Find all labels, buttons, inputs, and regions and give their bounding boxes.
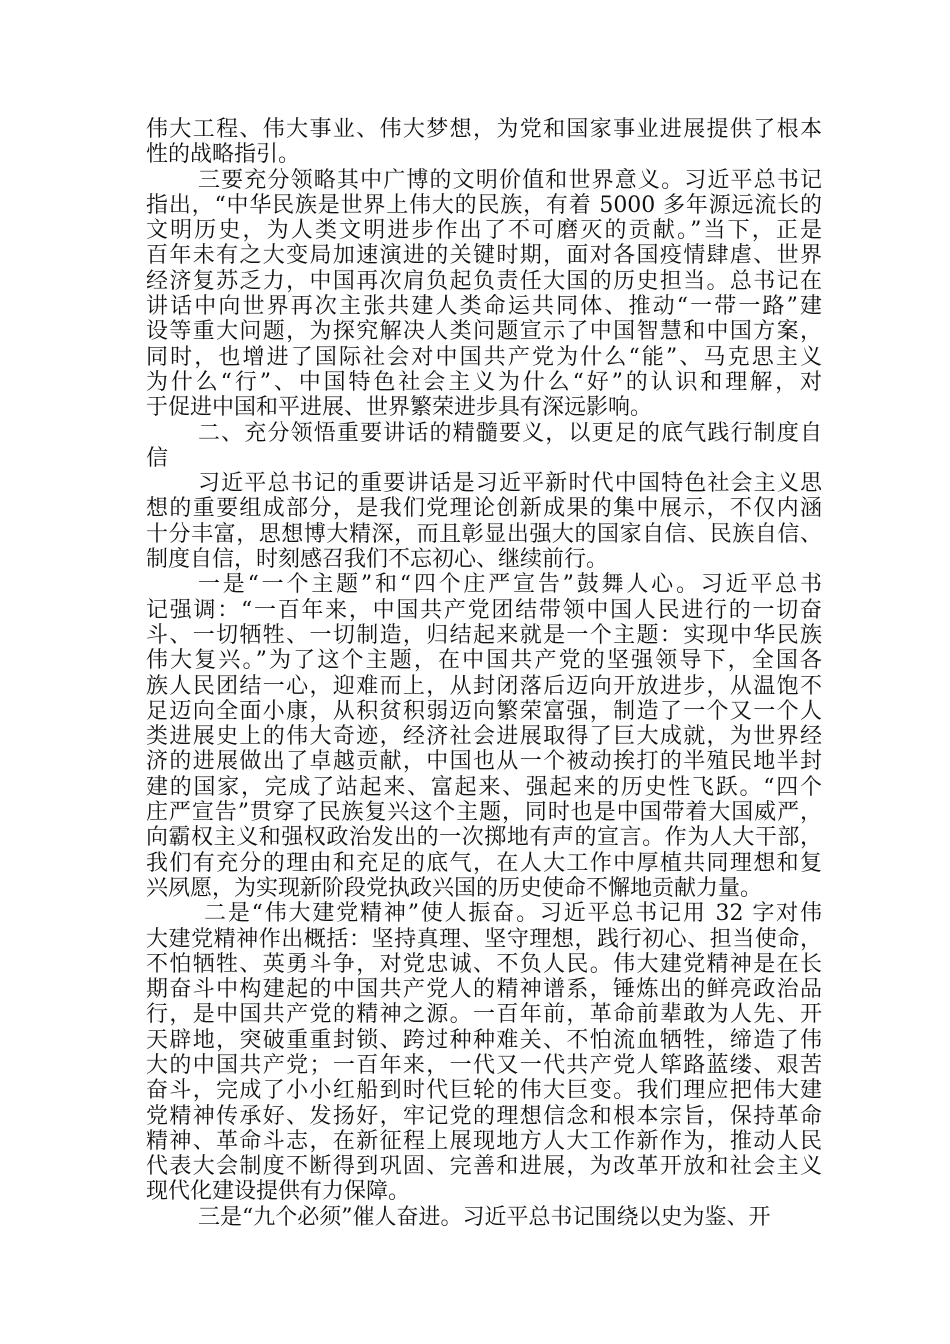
- text-line: 于促进中国和平进展、世界繁荣进步具有深远影响。: [146, 395, 653, 421]
- text-line: 奋斗，完成了小小红船到时代巨轮的伟大巨变。我们理应把伟大建: [146, 1078, 822, 1104]
- document-body: [146, 117, 822, 1230]
- text-line: 一是“一个主题”和“四个庄严宣告”鼓舞人心。习近平总书: [198, 572, 822, 598]
- text-line: 族人民团结一心，迎难而上，从封闭落后迈向开放进步，从温饱不: [146, 673, 822, 699]
- paragraph: [146, 901, 822, 1205]
- text-line: 百年未有之大变局加速演进的关键时期，面对各国疫情肆虐、世界: [146, 243, 822, 269]
- text-line: 行，是中国共产党的精神之源。一百年前，革命前辈敢为人先、开: [146, 1002, 822, 1028]
- paragraph: [146, 572, 822, 901]
- text-line: 庄严宣告”贯穿了民族复兴这个主题，同时也是中国带着大国威严，: [146, 800, 822, 826]
- paragraph: [146, 421, 822, 472]
- text-line: 伟大工程、伟大事业、伟大梦想，为党和国家事业进展提供了根本: [146, 117, 822, 142]
- text-line: 经济复苏乏力，中国再次肩负起负责任大国的历史担当。总书记在: [146, 268, 822, 294]
- text-line: 代表大会制度不断得到巩固、完善和进展，为改革开放和社会主义: [146, 1154, 822, 1180]
- text-line: 同时，也增进了国际社会对中国共产党为什么“能”、马克思主义: [146, 344, 822, 370]
- text-line: 三是“九个必须”催人奋进。习近平总书记围绕以史为鉴、开: [198, 1204, 771, 1230]
- text-line: 制度自信，时刻感召我们不忘初心、继续前行。: [146, 547, 609, 573]
- text-line: 习近平总书记的重要讲话是习近平新时代中国特色社会主义思: [198, 471, 822, 497]
- text-line: 二是“伟大建党精神”使人振奋。习近平总书记用 32 字对伟: [204, 901, 822, 927]
- text-line: 二、充分领悟重要讲话的精髓要义，以更足的底气践行制度自: [198, 420, 822, 446]
- text-line: 伟大复兴。”为了这个主题，在中国共产党的坚强领导下，全国各: [146, 648, 822, 674]
- text-line: 斗、一切牺牲、一切制造，归结起来就是一个主题：实现中华民族: [146, 622, 822, 648]
- text-line: 兴夙愿，为实现新阶段党执政兴国的历史使命不懈地贡献力量。: [146, 875, 763, 901]
- paragraph: [146, 168, 822, 421]
- text-line: 文明历史，为人类文明进步作出了不可磨灭的贡献。”当下，正是: [146, 218, 822, 244]
- text-line: 想的重要组成部分，是我们党理论创新成果的集中展示，不仅内涵: [146, 496, 822, 522]
- text-line: 期奋斗中构建起的中国共产党人的精神谱系，锤炼出的鲜亮政治品: [146, 977, 822, 1003]
- text-line: 天辟地，突破重重封锁、跨过种种难关、不怕流血牺牲，缔造了伟: [146, 1027, 822, 1053]
- text-line: 现代化建设提供有力保障。: [146, 1179, 411, 1205]
- text-line: 济的进展做出了卓越贡献，中国也从一个被动挨打的半殖民地半封: [146, 749, 822, 775]
- text-line: 讲话中向世界再次主张共建人类命运共同体、推动“一带一路”建: [146, 294, 822, 320]
- text-line: 不怕牺牲、英勇斗争，对党忠诚、不负人民。伟大建党精神是在长: [146, 951, 822, 977]
- text-line: 为什么“行”、中国特色社会主义为什么“好”的认识和理解，对: [146, 369, 822, 395]
- paragraph: [146, 117, 822, 168]
- text-line: 足迈向全面小康，从积贫积弱迈向繁荣富强，制造了一个又一个人: [146, 698, 822, 724]
- text-line: 设等重大问题，为探究解决人类问题宣示了中国智慧和中国方案，: [146, 319, 822, 345]
- text-line: 我们有充分的理由和充足的底气，在人大工作中厚植共同理想和复: [146, 850, 822, 876]
- text-line: 类进展史上的伟大奇迹，经济社会进展取得了巨大成就，为世界经: [146, 724, 822, 750]
- text-line: 党精神传承好、发扬好，牢记党的理想信念和根本宗旨，保持革命: [146, 1103, 822, 1129]
- text-line: 性的战略指引。: [146, 142, 301, 168]
- text-line: 大的中国共产党；一百年来，一代又一代共产党人筚路蓝缕、艰苦: [146, 1052, 822, 1078]
- paragraph: [146, 471, 822, 572]
- text-line: 大建党精神作出概括：坚持真理、坚守理想，践行初心、担当使命，: [146, 926, 822, 952]
- text-line: 十分丰富，思想博大精深，而且彰显出强大的国家自信、民族自信、: [146, 521, 822, 547]
- paragraph: [146, 1205, 822, 1230]
- text-line: 三要充分领略其中广博的文明价值和世界意义。习近平总书记: [198, 167, 822, 193]
- text-line: 向霸权主义和强权政治发出的一次掷地有声的宣言。作为人大干部，: [146, 825, 822, 851]
- text-line: 信: [146, 445, 169, 471]
- text-line: 记强调：“一百年来，中国共产党团结带领中国人民进行的一切奋: [146, 597, 822, 623]
- text-line: 指出，“中华民族是世界上伟大的民族，有着 5000 多年源远流长的: [146, 192, 822, 218]
- text-line: 精神、革命斗志，在新征程上展现地方人大工作新作为，推动人民: [146, 1128, 822, 1154]
- text-line: 建的国家，完成了站起来、富起来、强起来的历史性飞跃。“四个: [146, 774, 822, 800]
